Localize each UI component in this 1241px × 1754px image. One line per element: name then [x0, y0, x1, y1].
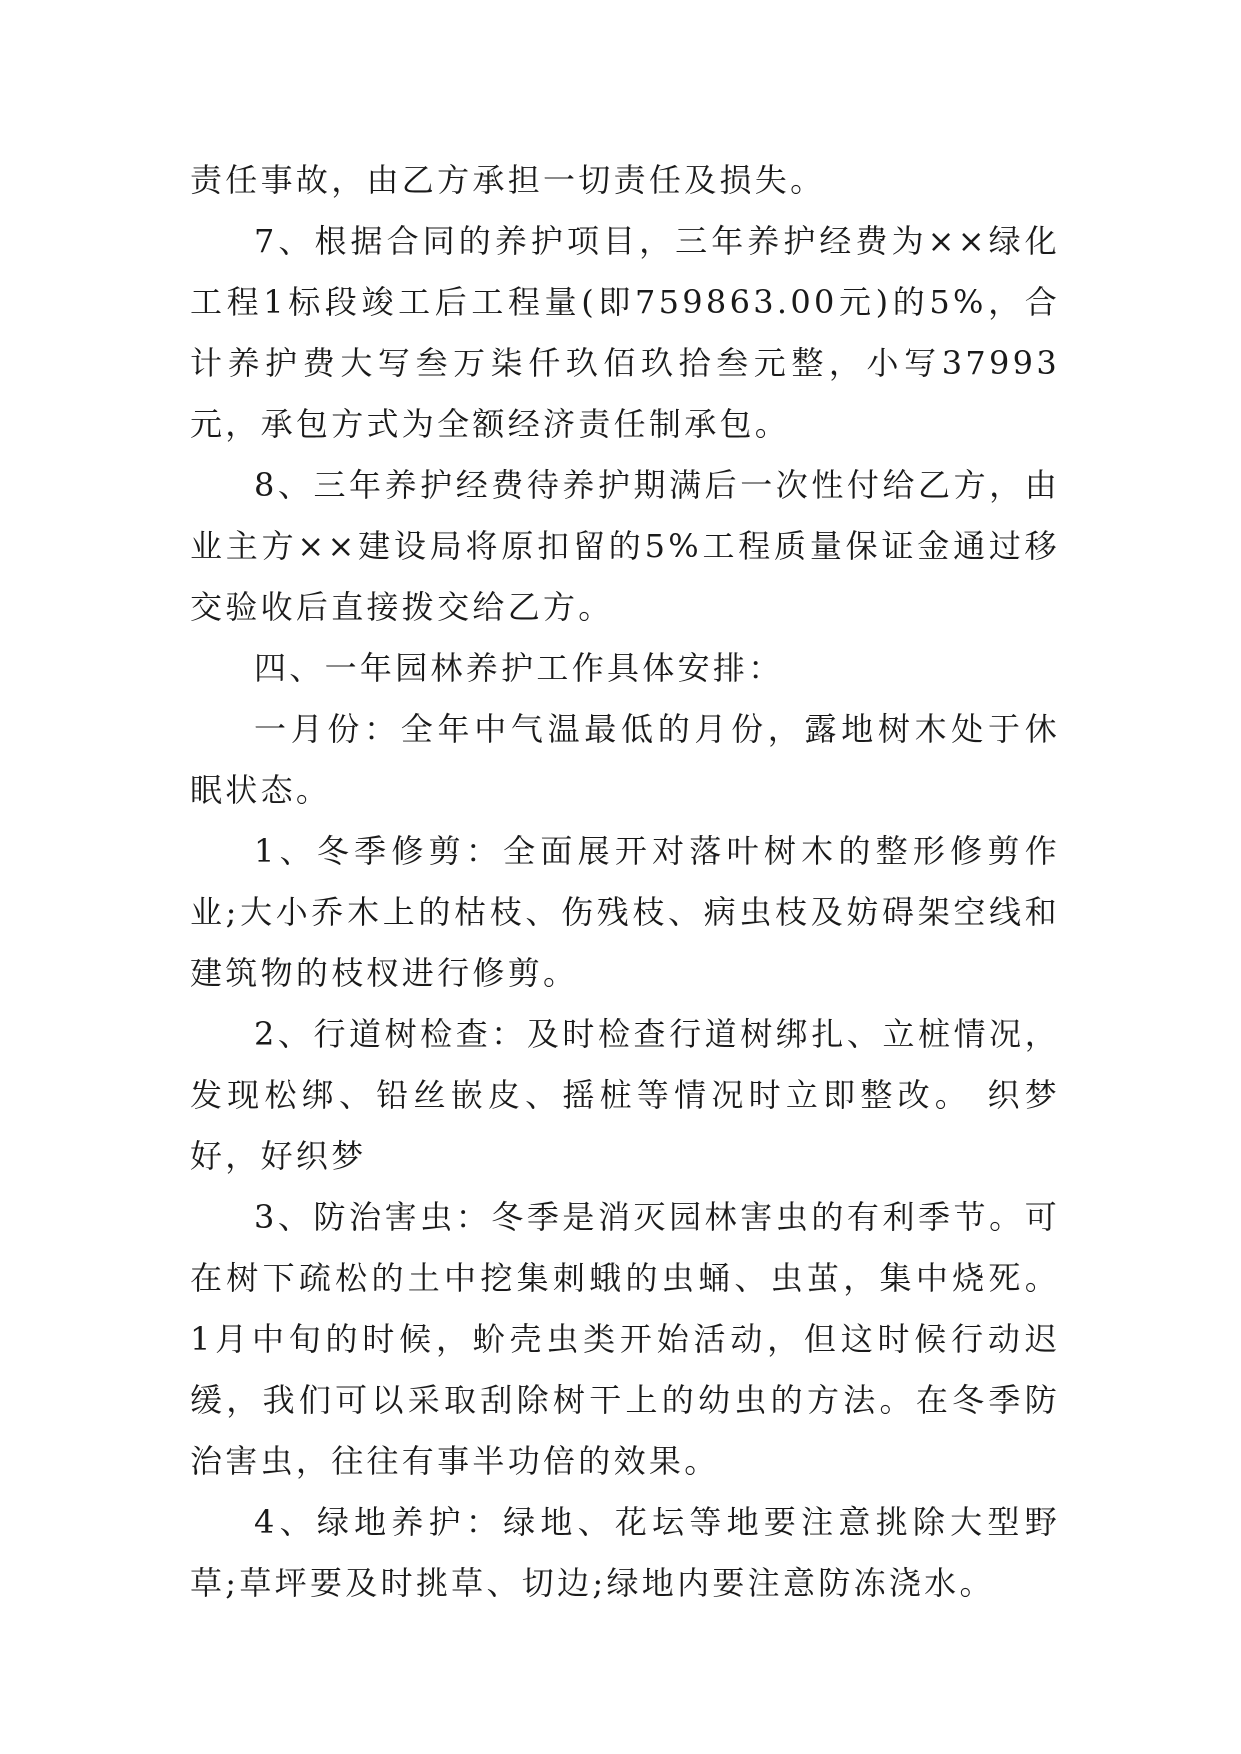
paragraph-continuation: 责任事故，由乙方承担一切责任及损失。	[190, 161, 826, 199]
paragraph-green-maintenance: 4、绿地养护：绿地、花坛等地要注意挑除大型野草;草坪要及时挑草、切边;绿地内要注意防冻浇水。	[190, 1503, 1060, 1602]
section-heading-annual-schedule: 四、一年园林养护工作具体安排：	[254, 649, 784, 687]
paragraph-street-tree-check: 2、行道树检查：及时检查行道树绑扎、立桩情况，发现松绑、铅丝嵌皮、摇桩等情况时立即整改。 织梦好，好织梦	[190, 1015, 1060, 1175]
paragraph-item-7-fee: 7、根据合同的养护项目，三年养护经费为××绿化工程1标段竣工后工程量(即759863.00元)的5%，合计养护费大写叁万柒仟玖佰玖拾叁元整，小写37993元，承包方式为全额经济责任制承包。	[190, 222, 1060, 443]
paragraph-january: 一月份：全年中气温最低的月份，露地树木处于休眠状态。	[190, 710, 1060, 809]
paragraph-item-8-payment: 8、三年养护经费待养护期满后一次性付给乙方，由业主方××建设局将原扣留的5%工程质量保证金通过移交验收后直接拨交给乙方。	[190, 466, 1060, 626]
body-text	[190, 150, 1060, 1614]
paragraph-winter-pruning: 1、冬季修剪：全面展开对落叶树木的整形修剪作业;大小乔木上的枯枝、伤残枝、病虫枝及妨碍架空线和建筑物的枝杈进行修剪。	[190, 832, 1060, 992]
paragraph-pest-control: 3、防治害虫：冬季是消灭园林害虫的有利季节。可在树下疏松的土中挖集刺蛾的虫蛹、虫茧，集中烧死。1月中旬的时候，蚧壳虫类开始活动，但这时候行动迟缓，我们可以采取刮除树干上的幼虫的方法。在冬季防治害虫，往往有事半功倍的效果。	[190, 1198, 1060, 1480]
